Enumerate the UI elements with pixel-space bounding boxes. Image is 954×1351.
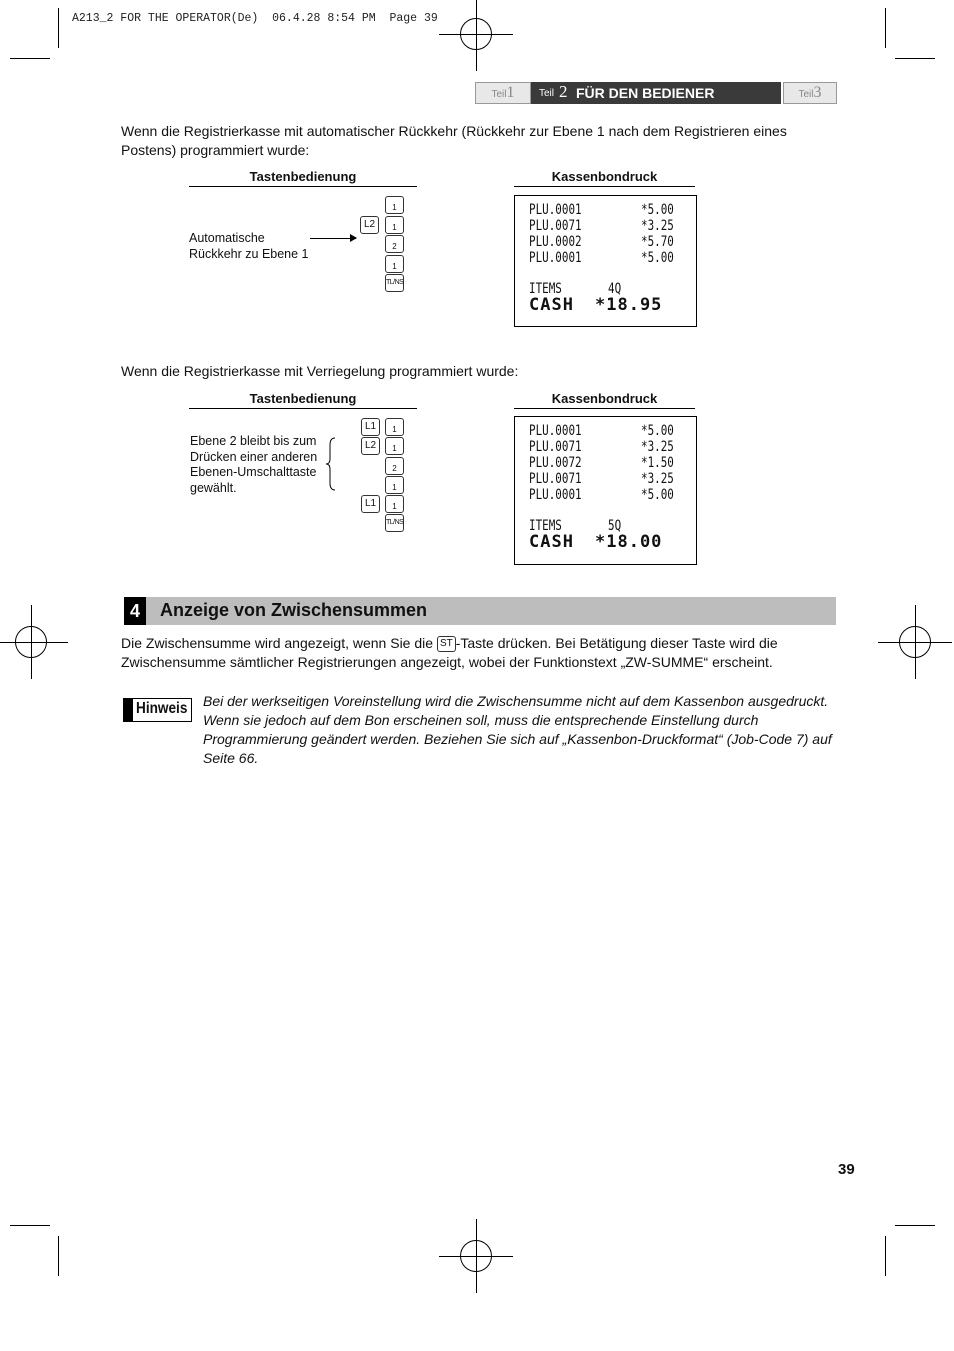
receipt-2: [514, 416, 697, 565]
receipt-plu: PLU.0071: [529, 471, 582, 487]
note-line: gewählt.: [190, 480, 237, 495]
key-2: 2: [385, 235, 404, 253]
key-1: 1: [385, 216, 404, 234]
body-text: Die Zwischensumme wird angezeigt, wenn Sie die: [121, 635, 437, 651]
receipt-amount: *3.25: [641, 218, 674, 234]
tab-teil-number: 2: [559, 82, 568, 101]
part-tab-bar: [475, 82, 837, 104]
key-note: [190, 434, 317, 496]
receipt-heading: Kassenbondruck: [514, 169, 695, 187]
receipt-items-label: ITEMS: [529, 518, 562, 534]
hint-badge: [123, 698, 192, 722]
key-l1: L1: [361, 495, 380, 513]
crop-mark: [10, 1225, 50, 1226]
receipt-plu: PLU.0071: [529, 439, 582, 455]
receipt-plu: PLU.0001: [529, 423, 582, 439]
receipt-amount: *1.50: [641, 455, 674, 471]
receipt-plu: PLU.0001: [529, 487, 582, 503]
st-key: ST: [437, 636, 456, 652]
key-l2: L2: [360, 216, 379, 234]
crop-mark: [895, 1225, 935, 1226]
intro-lock: Wenn die Registrierkasse mit Verriegelung programmiert wurde:: [121, 363, 519, 379]
receipt-amount: *5.00: [641, 250, 674, 266]
receipt-plu: PLU.0002: [529, 234, 582, 250]
receipt-cash-label: CASH: [529, 295, 574, 315]
note-line: Automatische: [189, 231, 265, 245]
receipt-amount: *5.00: [641, 202, 674, 218]
tab-teil-1: [475, 82, 531, 104]
tab-teil-2-active: [531, 82, 781, 104]
receipt-plu: PLU.0071: [529, 218, 582, 234]
crop-mark: [58, 8, 59, 48]
receipt-amount: *3.25: [641, 439, 674, 455]
crop-mark: [10, 58, 50, 59]
key-1: 1: [385, 476, 404, 494]
receipt-1: [514, 195, 697, 327]
key-1: 1: [385, 418, 404, 436]
receipt-cash-value: *18.00: [595, 532, 663, 552]
page-number: 39: [838, 1161, 855, 1178]
section-heading: [124, 597, 836, 625]
tab-teil-label: Teil: [798, 89, 814, 100]
tab-title: FÜR DEN BEDIENER: [576, 85, 715, 101]
note-line: Rückkehr zu Ebene 1: [189, 246, 309, 261]
receipt-items-value: 5Q: [608, 518, 622, 534]
key-2: 2: [385, 457, 404, 475]
intro-auto-return: Wenn die Registrierkasse mit automatischer Rückkehr (Rückkehr zur Ebene 1 nach dem Registrieren eines Postens) programmiert wurde:: [121, 123, 787, 158]
tab-teil-label: Teil: [491, 89, 507, 100]
key-1: 1: [385, 437, 404, 455]
section-title: Anzeige von Zwischensummen: [160, 600, 428, 620]
registration-mark-left: [15, 626, 47, 658]
keys-heading: Tastenbedienung: [189, 169, 417, 187]
receipt-plu: PLU.0001: [529, 202, 582, 218]
receipt-heading: Kassenbondruck: [514, 391, 695, 409]
key-tl-ns: TL/NS: [385, 514, 404, 532]
crop-mark: [58, 1236, 59, 1276]
receipt-amount: *5.70: [641, 234, 674, 250]
receipt-plu: PLU.0072: [529, 455, 582, 471]
key-tl-ns: TL/NS: [385, 274, 404, 292]
registration-mark-bottom: [460, 1240, 492, 1272]
registration-mark-top: [460, 18, 492, 50]
note-line: Drücken einer anderen: [190, 449, 318, 464]
body-text: -Taste drücken. Bei Betätigung dieser Taste wird die Zwischensumme sämtlicher Registrierungen angezeigt, wobei der Funktionstext „ZW-SUMME“ erscheint.: [121, 635, 778, 670]
key-l1: L1: [361, 418, 380, 436]
receipt-items-label: ITEMS: [529, 281, 562, 297]
print-header: A213_2 FOR THE OPERATOR(De) 06.4.28 8:54 PM Page 39: [72, 12, 438, 25]
receipt-amount: *3.25: [641, 471, 674, 487]
brace-icon: [325, 437, 337, 491]
registration-mark-right: [899, 626, 931, 658]
note-line: Ebenen-Umschalttaste: [190, 465, 317, 479]
key-note: [189, 231, 309, 262]
crop-mark: [885, 1236, 886, 1276]
hint-label: Hinweis: [136, 700, 188, 717]
tab-teil-3: [783, 82, 837, 104]
key-1: 1: [385, 495, 404, 513]
crop-mark: [895, 58, 935, 59]
receipt-amount: *5.00: [641, 423, 674, 439]
receipt-items-value: 4Q: [608, 281, 622, 297]
receipt-cash-value: *18.95: [595, 295, 663, 315]
receipt-amount: *5.00: [641, 487, 674, 503]
tab-teil-number: 3: [813, 84, 822, 101]
receipt-plu: PLU.0001: [529, 250, 582, 266]
keys-heading: Tastenbedienung: [189, 391, 417, 409]
tab-teil-number: 1: [506, 84, 515, 101]
key-1: 1: [385, 255, 404, 273]
section-number: 4: [124, 597, 146, 625]
key-1: 1: [385, 196, 404, 214]
hint-bar: [124, 699, 133, 721]
key-l2: L2: [361, 437, 380, 455]
body-paragraph: [121, 634, 841, 672]
hint-text: Bei der werkseitigen Voreinstellung wird die Zwischensumme nicht auf dem Kassenbon ausgedruckt. Wenn sie jedoch auf dem Bon erscheinen soll, muss die entsprechende Einstellung durch Programmierung geändert werden. Beziehen Sie sich auf „Kassenbon-Druckformat“ (Job-Code 7) auf Seite 66.: [203, 693, 832, 766]
note-line: Ebene 2 bleibt bis zum: [190, 434, 317, 448]
crop-mark: [885, 8, 886, 48]
arrow-head-icon: [350, 234, 357, 242]
tab-teil-label: Teil: [539, 88, 555, 99]
receipt-cash-label: CASH: [529, 532, 574, 552]
